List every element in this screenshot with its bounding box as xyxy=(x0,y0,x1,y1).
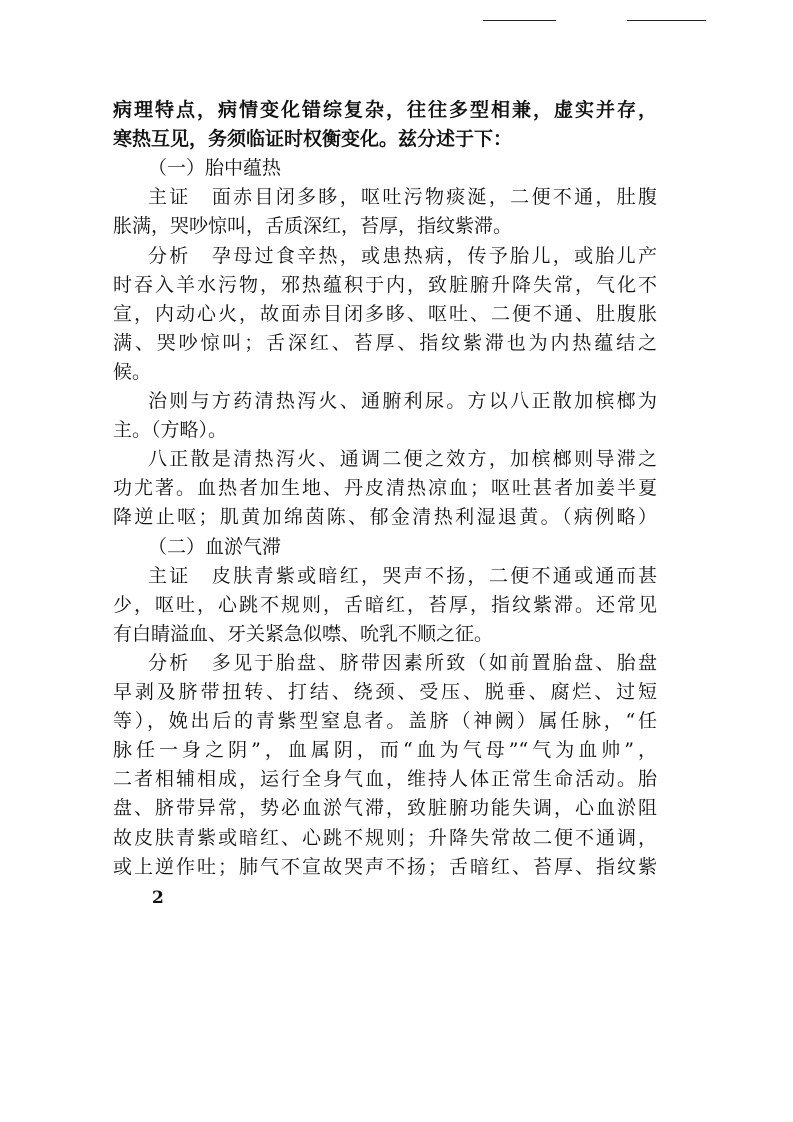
text-line: 少，呕吐，心跳不规则，舌暗红，苔厚，指纹紫滞。还常见 xyxy=(113,593,657,616)
text-line: 故皮肤青紫或暗红、心跳不规则；升降失常故二便不通调， xyxy=(113,826,657,849)
text-line: 功尤著。血热者加生地、丹皮清热凉血；呕吐甚者加姜半夏 xyxy=(113,477,657,500)
text-line: 脉任一身之阴”，血属阴，而“血为气母”“气为血帅”， xyxy=(113,739,657,762)
text-line: 或上逆作吐；肺气不宣故哭声不扬；舌暗红、苔厚、指纹紫 xyxy=(113,855,657,878)
text-line: 寒热互见，务须临证时权衡变化。兹分述于下： xyxy=(113,128,513,151)
text-line: 满、哭吵惊叫；舌深红、苔厚、指纹紫滞也为内热蕴结之 xyxy=(113,331,657,354)
text-line: 分析 孕母过食辛热，或患热病，传予胎儿，或胎儿产 xyxy=(148,244,657,267)
text-line: 降逆止呕；肌黄加绵茵陈、郁金清热利湿退黄。（病例略） xyxy=(113,506,657,529)
text-line: 主证 面赤目闭多眵，呕吐污物痰涎，二便不通，肚腹 xyxy=(148,186,657,209)
header-rule-right xyxy=(627,20,706,21)
text-line: 有白睛溢血、牙关紧急似噤、吮乳不顺之征。 xyxy=(113,622,494,645)
text-line: 等），娩出后的青紫型窒息者。盖脐（神阙）属任脉，“任 xyxy=(113,710,657,733)
text-line: 病理特点，病情变化错综复杂，往往多型相兼，虚实并存， xyxy=(113,99,657,121)
text-line: 二者相辅相成，运行全身气血，维持人体正常生命活动。胎 xyxy=(113,768,657,791)
text-line: 盘、脐带异常，势必血淤气滞，致脏腑功能失调，心血淤阻 xyxy=(113,797,657,820)
header-rule-left xyxy=(483,20,556,21)
text-line: （一）胎中蕴热 xyxy=(148,157,282,180)
text-line: 八正散是清热泻火、通调二便之效方，加槟榔则导滞之 xyxy=(148,448,657,471)
text-line: （二）血淤气滞 xyxy=(148,535,282,558)
text-line: 治则与方药清热泻火、通腑利尿。方以八正散加槟榔为 xyxy=(148,390,657,412)
text-line: 胀满，哭吵惊叫，舌质深红，苔厚，指纹紫滞。 xyxy=(113,215,513,238)
text-line: 主。（方略）。 xyxy=(113,419,228,442)
text-line: 时吞入羊水污物，邪热蕴积于内，致脏腑升降失常，气化不 xyxy=(113,273,657,296)
text-line: 主证 皮肤青紫或暗红，哭声不扬，二便不通或通而甚 xyxy=(148,564,657,587)
text-line: 宣，内动心火，故面赤目闭多眵、呕吐、二便不通、肚腹胀 xyxy=(113,302,657,325)
text-line: 候。 xyxy=(113,360,152,383)
text-line: 早剥及脐带扭转、打结、绕颈、受压、脱垂、腐烂、过短 xyxy=(113,681,657,703)
page-number: 2 xyxy=(152,888,164,908)
text-line: 分析 多见于胎盘、脐带因素所致（如前置胎盘、胎盘 xyxy=(148,651,657,674)
